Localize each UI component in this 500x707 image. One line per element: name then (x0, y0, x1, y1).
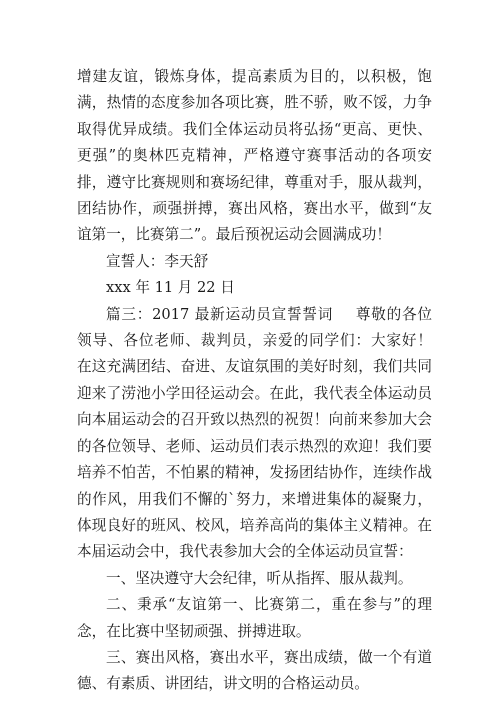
document-body (77, 64, 447, 698)
section-three-paragraph (77, 302, 447, 566)
oath-item-3: 三、赛出风格，赛出水平，赛出成绩，做一个有道德、有素质、讲团结，讲文明的合格运动员。 (77, 648, 432, 693)
section-title: 篇三：2017 最新运动员宣誓誓词 (106, 305, 334, 323)
signer-line: 宣誓人：李天舒 (106, 252, 209, 270)
section-body: 尊敬的各位领导、各位老师、裁判员，亲爱的同学们：大家好！ 在这充满团结、奋进、友谊氛围的美好时刻，我们共同迎来了涝池小学田径运动会。在此，我代表全体运动员向本届运动会的召开致以热烈的祝贺！向前来参加大会的各位领导、老师、运动员们表示热烈的欢迎！我们要培养不怕苦，不怕累的精神，发扬团结协作，连续作战的作风，用我们不懈的`努力，来增进集体的凝聚力，体现良好的班风、校风，培养高尚的集体主义精神。在本届运动会中，我代表参加大会的全体运动员宣誓： (77, 305, 447, 561)
oath-item-2: 二、秉承“友谊第一、比赛第二，重在参与”的理念，在比赛中坚韧顽强、拼搏进取。 (77, 596, 432, 640)
paragraph-closing-oath: 增建友谊，锻炼身体，提高素质为目的，以积极，饱满，热情的态度参加各项比赛，胜不骄，败不馁，力争取得优异成绩。我们全体运动员将弘扬“更高、更快、更强”的奥林匹克精神，严格遵守赛事活动的各项安排，遵守比赛规则和赛场纪律，尊重对手，服从裁判，团结协作，顽强拼搏，赛出风格，赛出水平，做到“友谊第一，比赛第二”。最后预祝运动会圆满成功！ (77, 68, 432, 244)
oath-item-1: 一、坚决遵守大会纪律，听从指挥、服从裁判。 (106, 569, 413, 587)
date-line: xxx 年 11 月 22 日 (106, 279, 235, 297)
